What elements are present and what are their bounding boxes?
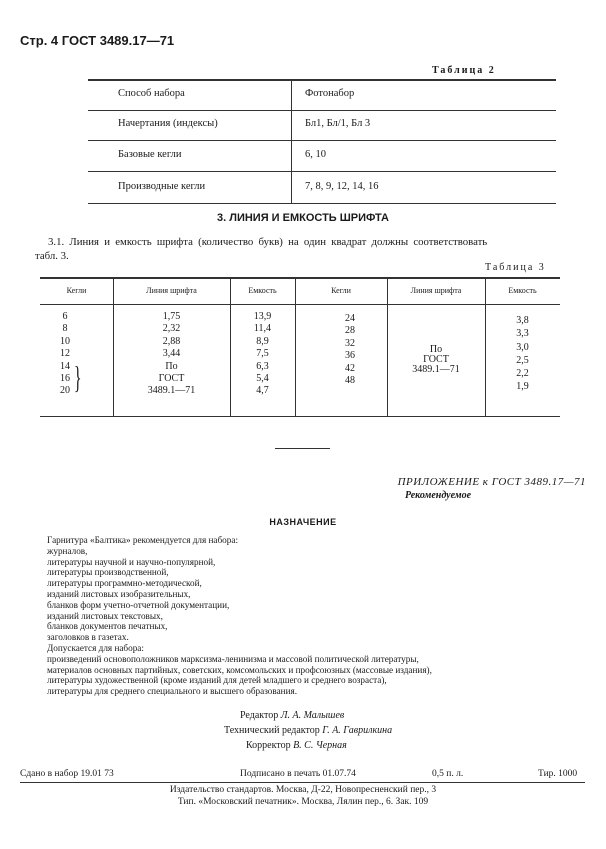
section-paragraph: 3.1. Линия и емкость шрифта (количество букв) на один квадрат должны соответствовать: [48, 236, 488, 248]
list-item: литературы для среднего специального и высшего образования.: [47, 686, 298, 697]
table3-col-kegli-left: 6 8 10 12 14 16 20: [60, 311, 70, 397]
imprint-rule: [20, 782, 585, 783]
credit-tech-editor: Технический редактор Г. А. Гаврилкина: [224, 725, 393, 736]
table3-col-kegli-right: 24 28 32 36 42 48: [345, 313, 355, 387]
page-header: [20, 33, 174, 48]
table3-header: Линия шрифта: [146, 286, 197, 295]
list-item: литературы художественной (кроме изданий для детей младшего и среднего возраста),: [47, 675, 387, 686]
list-item: Допускается для набора:: [47, 642, 144, 653]
list-item: бланков форм учетно-отчетной документации,: [47, 599, 230, 610]
table2-value: 6, 10: [305, 149, 326, 160]
section-heading: 3. ЛИНИЯ И ЕМКОСТЬ ШРИФТА: [217, 212, 389, 224]
table2-caption: Таблица 2: [432, 65, 496, 76]
appendix-title: ПРИЛОЖЕНИЕ к ГОСТ 3489.17—71: [397, 476, 586, 488]
table3-col-line-left: 1,75 2,32 2,88 3,44 По ГОСТ 3489.1—71: [147, 311, 196, 397]
list-item: изданий листовых изобразительных,: [47, 588, 191, 599]
table2-value: Бл1, Бл/1, Бл 3: [305, 118, 371, 129]
section-paragraph-cont: табл. 3.: [35, 250, 69, 262]
list-item: заголовков в газетах.: [47, 632, 129, 643]
table3-col-line-right: По ГОСТ 3489.1—71: [412, 344, 460, 375]
imprint-print-run: Тир. 1000: [538, 769, 578, 779]
credit-corrector: Корректор В. С. Черная: [246, 740, 347, 751]
table2-label: Производные кегли: [118, 181, 206, 192]
table3-col-capacity-left: 13,9 11,4 8,9 7,5 6,3 5,4 4,7: [253, 311, 272, 397]
list-item: литературы научной и научно-популярной,: [47, 556, 216, 567]
table2-value: 7, 8, 9, 12, 14, 16: [305, 181, 379, 192]
table2-label: Начертания (индексы): [118, 118, 218, 129]
list-item: Гарнитура «Балтика» рекомендуется для набора:: [47, 535, 238, 545]
list-item: журналов,: [47, 545, 88, 556]
imprint-sent: Сдано в набор 19.01 73: [20, 769, 114, 779]
table2-value: Фотонабор: [305, 88, 355, 99]
list-item: изданий листовых текстовых,: [47, 610, 163, 621]
imprint-signed: Подписано в печать 01.07.74: [240, 769, 356, 779]
table2-label: Способ набора: [118, 88, 185, 99]
appendix-heading: НАЗНАЧЕНИЕ: [269, 517, 337, 527]
table3-caption: Таблица 3: [485, 262, 546, 273]
brace: }: [73, 359, 82, 395]
credit-editor: Редактор Л. А. Малышев: [240, 710, 345, 721]
table3-col-capacity-right: 3,8 3,3 3,0 2,5 2,2 1,9: [516, 315, 529, 393]
imprint-sheets: 0,5 п. л.: [432, 769, 464, 779]
page-number: Стр. 4: [20, 33, 59, 48]
table3-header: Емкость: [248, 286, 277, 295]
table2-label: Базовые кегли: [118, 149, 182, 160]
appendix-subtitle: Рекомендуемое: [405, 490, 472, 501]
divider: [275, 448, 330, 449]
table3-header: Линия шрифта: [410, 286, 462, 295]
imprint-printer: Тип. «Московский печатник». Москва, Лялин пер., 6. Зак. 109: [177, 797, 429, 807]
purpose-list: [47, 535, 432, 697]
list-item: литературы программно-методической,: [47, 578, 202, 589]
list-item: материалов основных партийных, советских, комсомольских и профсоюзных (массовые издания),: [47, 664, 432, 675]
list-item: бланков документов печатных,: [47, 621, 168, 632]
table3-header: Кегли: [66, 286, 87, 295]
list-item: произведений основоположников марксизма-ленинизма и массовой политической литературы,: [47, 653, 419, 664]
table3-header: Емкость: [508, 286, 537, 295]
imprint-publisher: Издательство стандартов. Москва, Д-22, Новопресненский пер., 3: [169, 785, 437, 795]
table3-header: Кегли: [331, 286, 351, 295]
standard-number: ГОСТ 3489.17—71: [61, 33, 175, 48]
list-item: литературы производственной,: [47, 567, 169, 578]
